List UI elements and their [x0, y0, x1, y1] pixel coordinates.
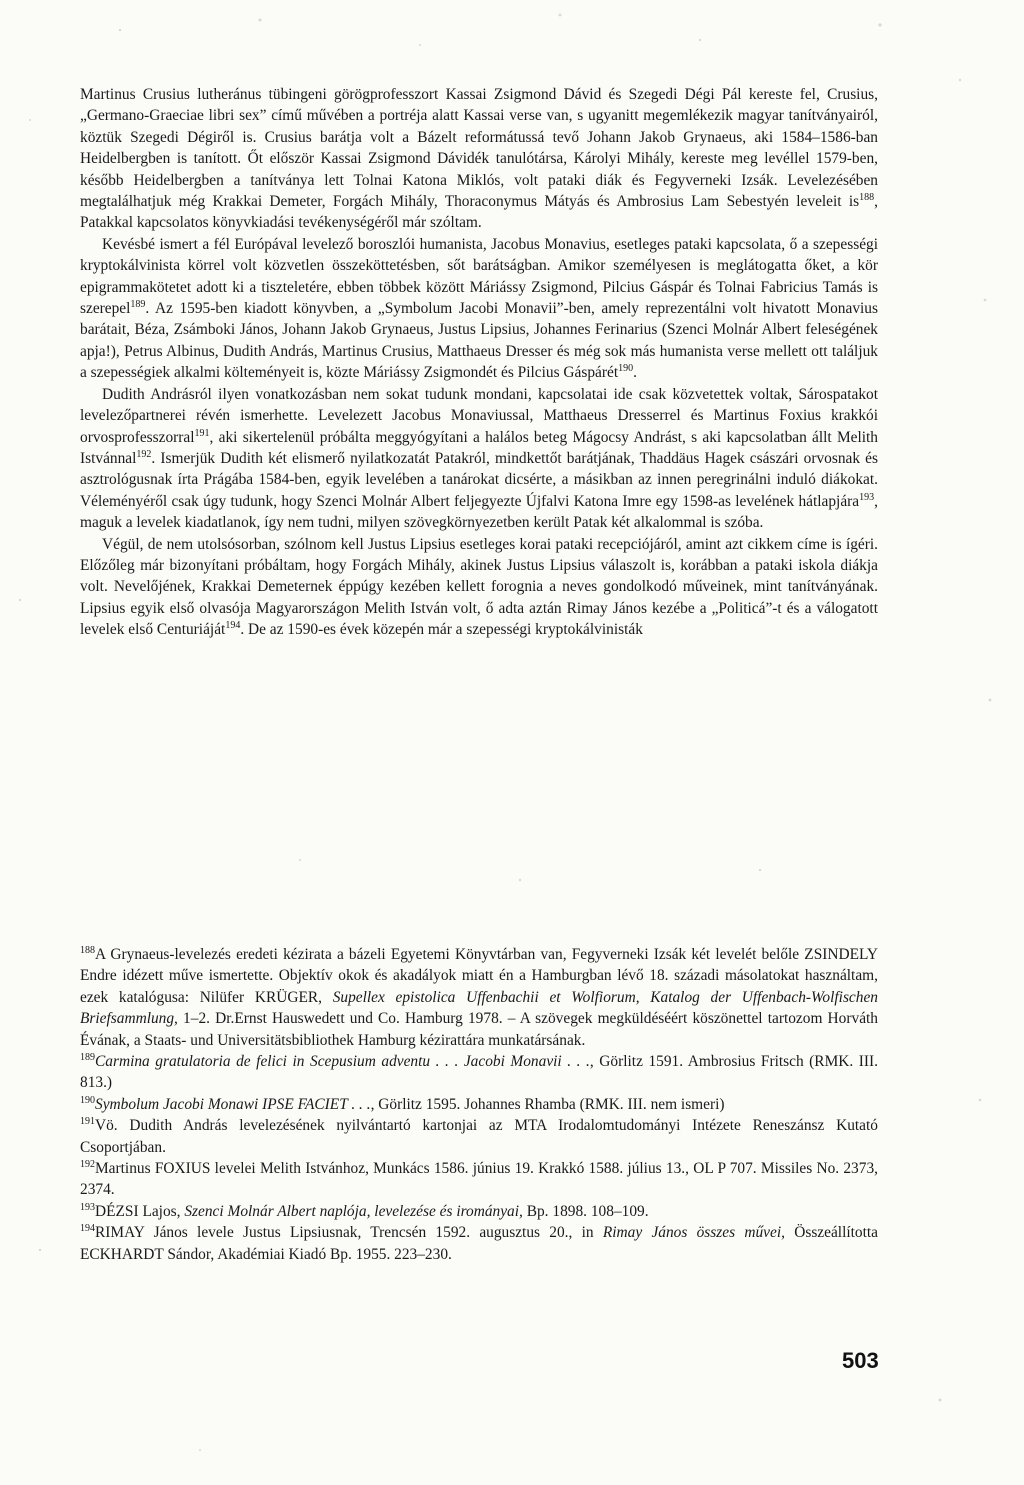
main-text: [80, 84, 878, 641]
footnote-194: $^{194}$RIMAY János levele Justus Lipsiusnak, Trencsén 1592. augusztus 20., in Rimay János összes művei, Összeállította ECKHARDT Sándor, Akadémiai Kiadó Bp. 1955. 223–230.: [80, 1223, 878, 1263]
footnote-ref: 193: [859, 491, 875, 503]
footnote-190: $^{190}$Symbolum Jacobi Monawi IPSE FACIET . . ., Görlitz 1595. Johannes Rhamba (RMK. III. nem ismeri): [80, 1094, 725, 1113]
paragraph-4: Végül, de nem utolsósorban, szólnom kell Justus Lipsius esetleges korai pataki recepciójáról, amint azt cikkem címe is ígéri. Előzőleg már bizonyítani próbáltam, hogy Forgách Mihály, akinek Justus Lipsius válaszolt is, korábban a pataki iskola diákja volt. Nevelőjének, Krakkai Demeternek éppúgy kezében kellett forognia a neves gondolkodó műveinek, mint tanítványának. Lipsius egyik első olvasója Magyarországon Melith István volt, ő adta aztán Rimay János kezébe a „Politicá”-t és a válogatott levelek első Centuriáját$^{194}$. De az 1590-es évek közepén már a szepességi kryptokálvinisták: [80, 535, 878, 639]
footnote-191: $^{191}$Vö. Dudith András levelezésének nyilvántartó kartonjai az MTA Irodalomtudományi Intézete Reneszánsz Kutató Csoportjában.: [80, 1116, 878, 1156]
footnote-ref: 189: [130, 299, 146, 311]
footnote-ref: 188: [859, 192, 875, 204]
footnote-ref: 191: [194, 427, 210, 439]
paragraph-2: Kevésbé ismert a fél Európával levelező boroszlói humanista, Jacobus Monavius, esetleges pataki kapcsolata, ő a szepességi kryptokálvinista körrel volt közvetlen összeköttetésben, sőt barátságban. Amikor személyesen is meglátogatta őket, a kör epigrammakötetet adott ki a tiszteletére, ebben többek között Máriássy Zsigmond, Pilcius Gáspár és Tolnai Fabricius Tamás is szerepel$^{189}$. Az 1595-ben kiadott könyvben, a „Symbolum Jacobi Monavii”-ben, amely reprezentálni volt hivatott Monavius barátait, Béza, Zsámboki János, Johann Jakob Grynaeus, Justus Lipsius, Johannes Ferinarius (Szenci Molnár Albert feleségének apja!), Petrus Albinus, Dudith András, Martinus Crusius, Matthaeus Dresser és még sok más humanista verse mellett ott találjuk a szepességiek alkalmi költeményeit is, közte Máriássy Zsigmondét és Pilcius Gáspárét$^{190}$.: [80, 235, 878, 382]
footnote-ref: 194: [225, 620, 241, 632]
footnotes: [80, 944, 878, 1265]
paragraph-1: Martinus Crusius lutheránus tübingeni görögprofesszort Kassai Zsigmond Dávid és Szegedi Dégi Pál kereste fel, Crusius, „Germano-Graeciae libri sex” című művében a portréja alatt Kassai verse van, s ugyanitt megemlékezik magyar tanítványairól, köztük Szegedi Dégiről is. Crusius barátja volt a Bázelt reformátussá tevő Johann Jakob Grynaeus, aki 1584–1586-ban Heidelbergben is tanított. Őt először Kassai Zsigmond Dávidék tanulótársa, Károlyi Mihály, kereste meg levéllel 1579-ben, később Heidelbergben a tanítványa lett Tolnai Katona Miklós, volt pataki diák és Fegyverneki Izsák. Levelezésében megtalálhatjuk még Krakkai Demeter, Forgách Mihály, Thoraconymus Mátyás és Ambrosius Lam Sebestyén leveleit $is^{188}$, Patakkal kapcsolatos könyvkiadási tevékenységéről már szóltam.: [80, 86, 878, 232]
footnote-188: $^{188}$A Grynaeus-levelezés eredeti kézirata a bázeli Egyetemi Könyvtárban van, Fegyverneki Izsák két levelét belőle ZSINDELY Endre idézett műve ismertette. Objektív okok és akadályok miatt én a Hamburgban lévő 18. századi másolatokat használtam, ezek katalógusa: Nilüfer KRÜGER, Supellex epistolica Uffenbachii et Wolfiorum, Katalog der Uffenbach-Wolfischen Briefsammlung, 1–2. Dr.Ernst Hauswedett und Co. Hamburg 1978. – A szövegek megküldéséért köszönettel tartozom Horváth Évának, a Staats- und Universitätsbibliothek Hamburg kézirattára munkatársának.: [80, 945, 878, 1049]
footnote-189: $^{189}$Carmina gratulatoria de felici in Scepusium adventu . . . Jacobi Monavii . . ., Görlitz 1591. Ambrosius Fritsch (RMK. III. 813.): [80, 1052, 878, 1092]
footnote-ref: 192: [136, 448, 152, 460]
paragraph-3: Dudith Andrásról ilyen vonatkozásban nem sokat tudunk mondani, kapcsolatai ide csak közvetettek voltak, Sárospatakot levelezőpartnerei révén ismerhette. Levelezett Jacobus Monaviussal, Matthaeus Dresserrel és Martinus Foxius krakkói orvosprofesszorral$^{191}$, aki sikertelenül próbálta meggyógyítani a halálos beteg Mágocsy Andrást, s aki kapcsolatban állt Melith Istvánnal$^{192}$. Ismerjük Dudith két elismerő nyilatkozatát Patakról, mindkettőt barátjának, Thaddäus Hagek császári orvosnak és asztrológusnak írta Prágába 1584-ben, egyik levelében a tanárokat dicsérte, a másikban az innen peregrinálni induló diákokat. Véleményéről csak úgy tudunk, hogy Szenci Molnár Albert feljegyezte Újfalvi Katona Imre egy 1598-as levelének hátlapjára$^{193}$, maguk a levelek kiadatlanok, így nem tudni, milyen szövegkörnyezetben került Patak két alkalommal is szóba.: [80, 385, 878, 532]
footnote-ref: 190: [618, 363, 634, 375]
footnote-192: $^{192}$Martinus FOXIUS levelei Melith Istvánhoz, Munkács 1586. június 19. Krakkó 1588. július 13., OL P 707. Missiles No. 2373, 2374.: [80, 1159, 878, 1199]
footnote-193: $^{193}$DÉZSI Lajos, Szenci Molnár Albert naplója, levelezése és irományai, Bp. 1898. 108–109.: [80, 1201, 649, 1220]
page-number: 503: [842, 1348, 879, 1373]
